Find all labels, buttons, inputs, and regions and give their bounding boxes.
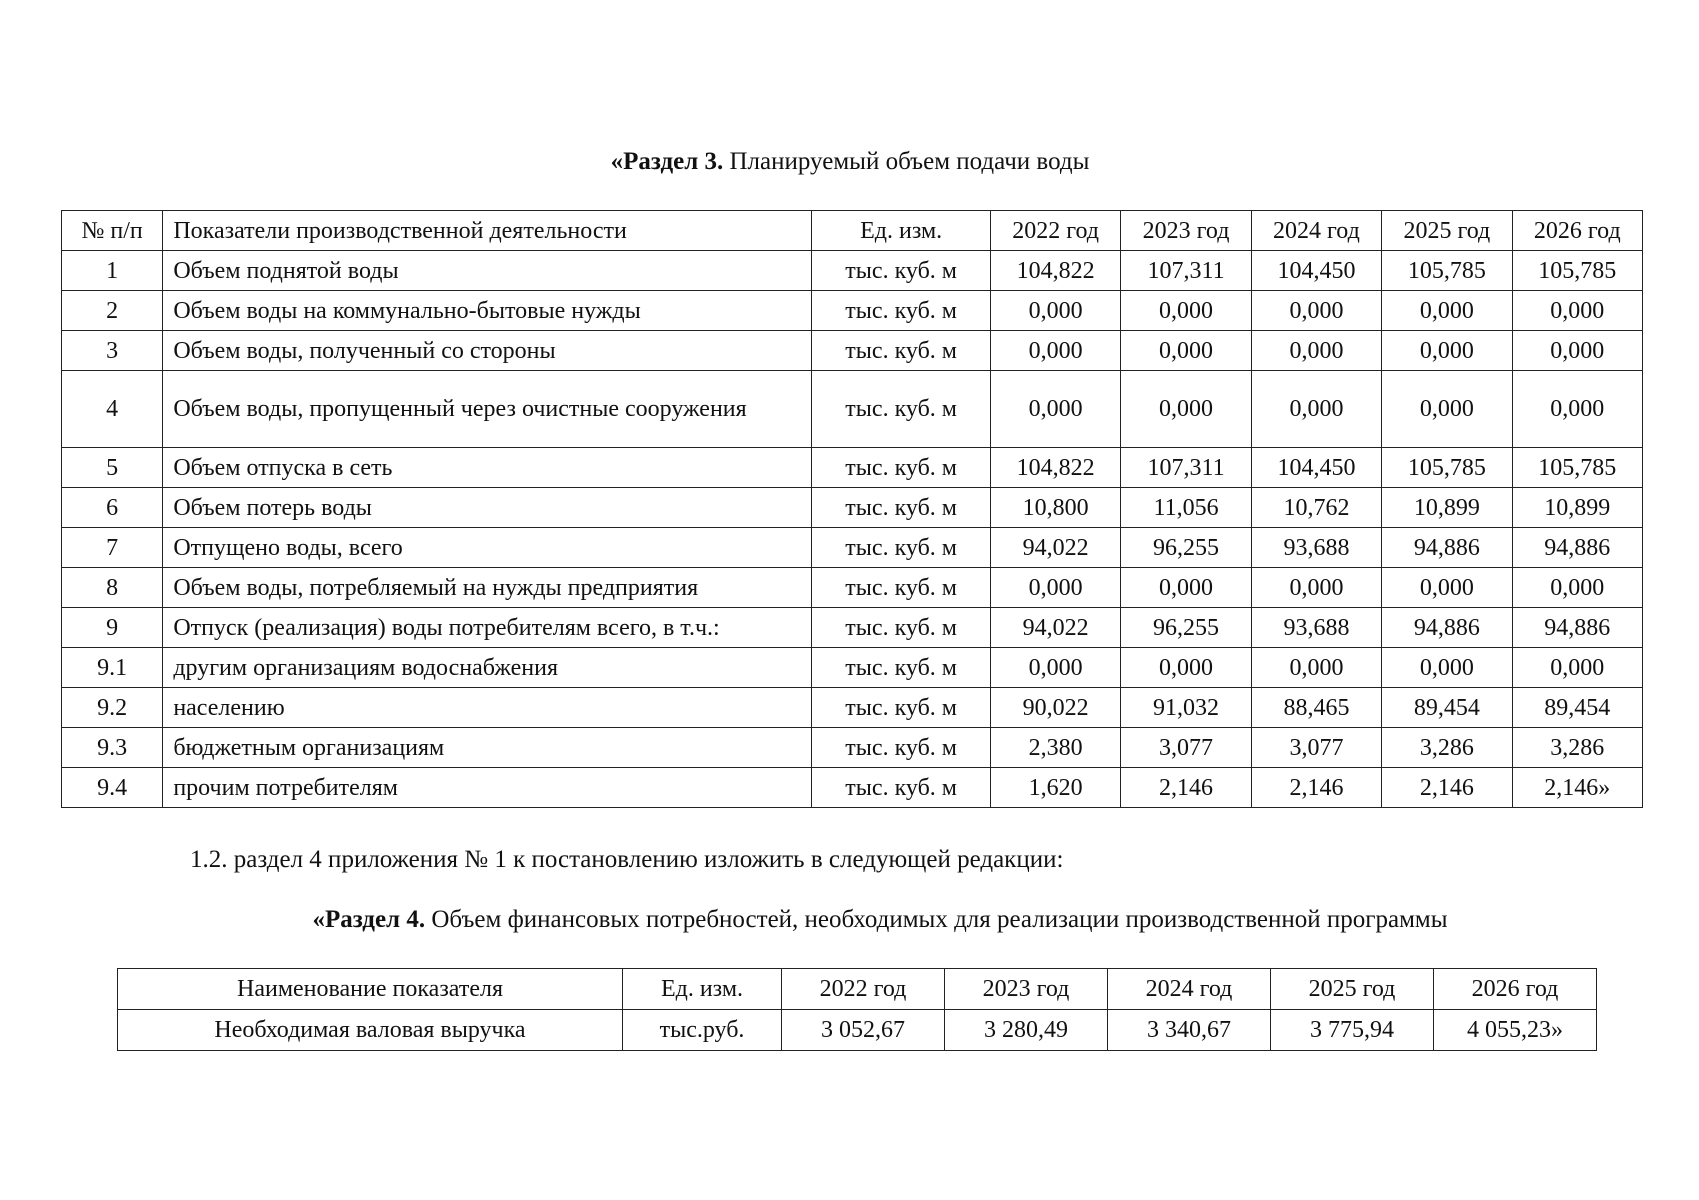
table-cell: 9 (62, 608, 163, 648)
table-cell: 11,056 (1121, 488, 1251, 528)
table-row (62, 251, 1643, 291)
table-cell: 3 052,67 (782, 1010, 945, 1051)
table-cell: 7 (62, 528, 163, 568)
table-cell: 2 (62, 291, 163, 331)
section-3-heading (60, 147, 1640, 177)
table-cell: 94,886 (1382, 528, 1512, 568)
table-header-row (62, 211, 1643, 251)
table-cell: 0,000 (1251, 291, 1381, 331)
table-cell: тыс.руб. (623, 1010, 782, 1051)
table-cell: 0,000 (1251, 371, 1381, 448)
table-cell: 0,000 (1382, 648, 1512, 688)
table-cell: тыс. куб. м (812, 371, 991, 448)
table-cell: 8 (62, 568, 163, 608)
table-cell: 3,286 (1382, 728, 1512, 768)
table-row (62, 608, 1643, 648)
table-cell: тыс. куб. м (812, 528, 991, 568)
table-cell: 94,886 (1512, 528, 1642, 568)
table-cell: другим организациям водоснабжения (163, 648, 812, 688)
table-cell: 2,146 (1251, 768, 1381, 808)
table-cell: 3 (62, 331, 163, 371)
table-cell: тыс. куб. м (812, 448, 991, 488)
table-cell: 0,000 (1512, 331, 1642, 371)
table-cell: Объем воды, полученный со стороны (163, 331, 812, 371)
table-cell: 10,762 (1251, 488, 1381, 528)
water-supply-table (61, 210, 1643, 808)
table-cell: 0,000 (1512, 568, 1642, 608)
table-cell: 0,000 (1512, 291, 1642, 331)
table-cell: 9.4 (62, 768, 163, 808)
table-row (62, 448, 1643, 488)
table-cell: 1,620 (990, 768, 1120, 808)
table-cell: Объем поднятой воды (163, 251, 812, 291)
table-cell: 105,785 (1512, 251, 1642, 291)
table-row (62, 768, 1643, 808)
table-cell: Объем потерь воды (163, 488, 812, 528)
table-cell: 3 340,67 (1108, 1010, 1271, 1051)
table-cell: тыс. куб. м (812, 768, 991, 808)
table-cell: 94,886 (1382, 608, 1512, 648)
header-cell: Показатели производственной деятельности (163, 211, 812, 251)
table-cell: Отпуск (реализация) воды потребителям всего, в т.ч.: (163, 608, 812, 648)
table-cell: Объем воды, пропущенный через очистные сооружения (163, 371, 812, 448)
table-cell: 94,022 (990, 528, 1120, 568)
table-cell: 0,000 (1512, 648, 1642, 688)
header-cell: 2024 год (1251, 211, 1381, 251)
table-cell: 94,022 (990, 608, 1120, 648)
header-cell: 2026 год (1512, 211, 1642, 251)
table-cell: населению (163, 688, 812, 728)
table-cell: Отпущено воды, всего (163, 528, 812, 568)
table-row (62, 688, 1643, 728)
header-cell: № п/п (62, 211, 163, 251)
table-cell: 2,146 (1121, 768, 1251, 808)
table-cell: 94,886 (1512, 608, 1642, 648)
table-cell: 0,000 (1121, 371, 1251, 448)
table-cell: 10,800 (990, 488, 1120, 528)
table-cell: 0,000 (1251, 331, 1381, 371)
table-cell: 5 (62, 448, 163, 488)
table-cell: тыс. куб. м (812, 488, 991, 528)
table-cell: 10,899 (1512, 488, 1642, 528)
table-cell: 0,000 (1512, 371, 1642, 448)
table-cell: 2,146» (1512, 768, 1642, 808)
table-header-row (118, 969, 1597, 1010)
table-row (62, 648, 1643, 688)
table-row (62, 728, 1643, 768)
table-cell: 96,255 (1121, 528, 1251, 568)
table-cell: тыс. куб. м (812, 251, 991, 291)
header-cell: 2025 год (1271, 969, 1434, 1010)
table-cell: 4 (62, 371, 163, 448)
table-cell: 0,000 (990, 291, 1120, 331)
table-cell: 3,286 (1512, 728, 1642, 768)
table-cell: 0,000 (1382, 568, 1512, 608)
table-cell: 107,311 (1121, 448, 1251, 488)
table-cell: тыс. куб. м (812, 291, 991, 331)
table-row (62, 488, 1643, 528)
table-cell: 0,000 (1382, 331, 1512, 371)
table-cell: 93,688 (1251, 608, 1381, 648)
table-cell: 105,785 (1512, 448, 1642, 488)
header-cell: 2023 год (1121, 211, 1251, 251)
table-cell: тыс. куб. м (812, 568, 991, 608)
amendment-paragraph: 1.2. раздел 4 приложения № 1 к постановлению изложить в следующей редакции: (190, 846, 1064, 873)
table-cell: 3,077 (1251, 728, 1381, 768)
table-cell: 0,000 (990, 371, 1120, 448)
table-cell: тыс. куб. м (812, 331, 991, 371)
section-3-heading-bold: «Раздел 3. (610, 148, 724, 175)
table-cell: 93,688 (1251, 528, 1381, 568)
table-cell: тыс. куб. м (812, 648, 991, 688)
section-4-heading (90, 905, 1670, 935)
table-row (62, 331, 1643, 371)
table-cell: прочим потребителям (163, 768, 812, 808)
table-cell: 0,000 (1121, 648, 1251, 688)
table-cell: 91,032 (1121, 688, 1251, 728)
financial-needs-table-body (118, 1010, 1597, 1051)
table-cell: Необходимая валовая выручка (118, 1010, 623, 1051)
table-row (62, 371, 1643, 448)
table-cell: 0,000 (1251, 568, 1381, 608)
table-cell: 2,146 (1382, 768, 1512, 808)
table-cell: 0,000 (1382, 371, 1512, 448)
table-cell: 0,000 (990, 648, 1120, 688)
table-cell: 0,000 (1251, 648, 1381, 688)
table-cell: 3,077 (1121, 728, 1251, 768)
header-cell: 2025 год (1382, 211, 1512, 251)
table-cell: 9.2 (62, 688, 163, 728)
section-3-heading-text: Планируемый объем подачи воды (723, 148, 1090, 175)
header-cell: 2026 год (1434, 969, 1597, 1010)
table-cell: 9.3 (62, 728, 163, 768)
table-cell: 107,311 (1121, 251, 1251, 291)
table-row (62, 568, 1643, 608)
table-cell: 89,454 (1382, 688, 1512, 728)
table-cell: 104,822 (990, 448, 1120, 488)
table-row (62, 291, 1643, 331)
table-cell: Объем отпуска в сеть (163, 448, 812, 488)
table-cell: 104,822 (990, 251, 1120, 291)
table-cell: тыс. куб. м (812, 608, 991, 648)
table-cell: 105,785 (1382, 448, 1512, 488)
table-cell: Объем воды, потребляемый на нужды предприятия (163, 568, 812, 608)
table-row (118, 1010, 1597, 1051)
section-4-heading-text: Объем финансовых потребностей, необходимых для реализации производственной программы (425, 906, 1448, 933)
table-cell: 90,022 (990, 688, 1120, 728)
table-cell: тыс. куб. м (812, 688, 991, 728)
water-supply-table-body (62, 251, 1643, 808)
header-cell: Наименование показателя (118, 969, 623, 1010)
financial-needs-table (117, 968, 1597, 1051)
table-cell: 105,785 (1382, 251, 1512, 291)
table-cell: 10,899 (1382, 488, 1512, 528)
table-cell: 0,000 (990, 568, 1120, 608)
table-cell: 104,450 (1251, 448, 1381, 488)
table-cell: 96,255 (1121, 608, 1251, 648)
header-cell: Ед. изм. (623, 969, 782, 1010)
table-cell: Объем воды на коммунально-бытовые нужды (163, 291, 812, 331)
table-cell: 4 055,23» (1434, 1010, 1597, 1051)
table-cell: 0,000 (1121, 291, 1251, 331)
table-cell: бюджетным организациям (163, 728, 812, 768)
table-cell: 89,454 (1512, 688, 1642, 728)
table-cell: 2,380 (990, 728, 1120, 768)
table-cell: 0,000 (1121, 331, 1251, 371)
section-4-heading-bold: «Раздел 4. (312, 906, 426, 933)
table-cell: 0,000 (1382, 291, 1512, 331)
header-cell: 2024 год (1108, 969, 1271, 1010)
header-cell: 2022 год (782, 969, 945, 1010)
header-cell: 2022 год (990, 211, 1120, 251)
table-cell: 6 (62, 488, 163, 528)
table-cell: 3 775,94 (1271, 1010, 1434, 1051)
table-cell: 104,450 (1251, 251, 1381, 291)
table-row (62, 528, 1643, 568)
table-cell: 0,000 (1121, 568, 1251, 608)
table-cell: 0,000 (990, 331, 1120, 371)
table-cell: тыс. куб. м (812, 728, 991, 768)
table-cell: 88,465 (1251, 688, 1381, 728)
header-cell: Ед. изм. (812, 211, 991, 251)
table-cell: 3 280,49 (945, 1010, 1108, 1051)
table-cell: 9.1 (62, 648, 163, 688)
table-cell: 1 (62, 251, 163, 291)
header-cell: 2023 год (945, 969, 1108, 1010)
